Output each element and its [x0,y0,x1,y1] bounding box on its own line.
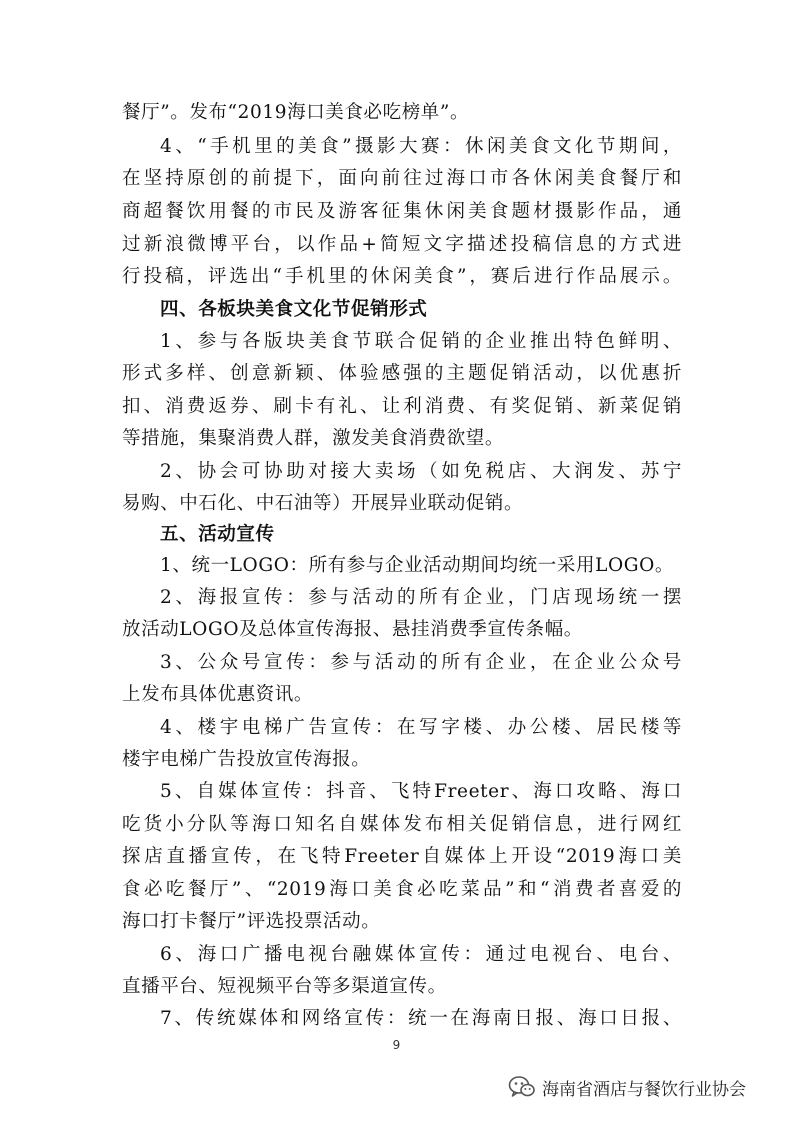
page-number: 9 [392,1038,401,1052]
text-line: 吃货小分队等海口知名自媒体发布相关促销信息，进行网红 [122,814,682,835]
watermark-label: 海南省酒店与餐饮行业协会 [542,1079,746,1100]
text-line: 探店直播宣传，在飞特Freeter自媒体上开设“2019海口美 [122,846,682,867]
text-line: 上发布具体优惠资讯。 [122,684,314,705]
text-line: 楼宇电梯广告投放宣传海报。 [122,749,371,770]
wechat-watermark [508,1072,746,1102]
text-line: 2、协会可协助对接大卖场（如免税店、大润发、苏宁 [160,461,682,482]
text-line: 4、楼宇电梯广告宣传：在写字楼、办公楼、居民楼等 [160,717,682,738]
text-line: 易购、中石化、中石油等）开展异业联动促销。 [122,493,524,514]
text-line: 扣、消费返券、刷卡有礼、让利消费、有奖促销、新菜促销 [122,396,682,417]
text-line: 形式多样、创意新颖、体验感强的主题促销活动，以优惠折 [122,363,682,384]
text-line: 5、自媒体宣传：抖音、飞特Freeter、海口攻略、海口 [160,781,682,802]
text-line: 在坚持原创的前提下，面向前往过海口市各休闲美食餐厅和 [122,168,682,189]
text-line: 过新浪微博平台，以作品+简短文字描述投稿信息的方式进 [122,234,682,255]
text-line: 直播平台、短视频平台等多渠道宣传。 [122,976,447,997]
text-line: 食必吃餐厅”、“2019海口美食必吃菜品”和“消费者喜爱的 [122,879,682,900]
section-heading: 四、各板块美食文化节促销形式 [160,299,428,320]
text-line: 餐厅”。发布“2019海口美食必吃榜单”。 [122,102,470,123]
text-line: 海口打卡餐厅”评选投票活动。 [122,911,381,932]
text-line: 7、传统媒体和网络宣传：统一在海南日报、海口日报、 [160,1008,682,1029]
text-line: 等措施，集聚消费人群，激发美食消费欲望。 [122,428,505,449]
text-line: 6、海口广播电视台融媒体宣传：通过电视台、电台、 [160,944,682,965]
text-line: 4、“手机里的美食”摄影大赛：休闲美食文化节期间， [160,136,682,157]
text-line: 2、海报宣传：参与活动的所有企业，门店现场统一摆 [160,587,682,608]
text-line: 商超餐饮用餐的市民及游客征集休闲美食题材摄影作品，通 [122,201,682,222]
text-line: 1、参与各版块美食节联合促销的企业推出特色鲜明、 [160,331,682,352]
text-line: 放活动LOGO及总体宣传海报、悬挂消费季宣传条幅。 [122,619,583,640]
text-line: 1、统一LOGO：所有参与企业活动期间均统一采用LOGO。 [160,555,674,576]
text-line: 3、公众号宣传：参与活动的所有企业，在企业公众号 [160,652,682,673]
section-heading: 五、活动宣传 [160,524,275,545]
wechat-icon [508,1074,536,1100]
text-line: 行投稿，评选出“手机里的休闲美食”，赛后进行作品展示。 [122,266,682,287]
